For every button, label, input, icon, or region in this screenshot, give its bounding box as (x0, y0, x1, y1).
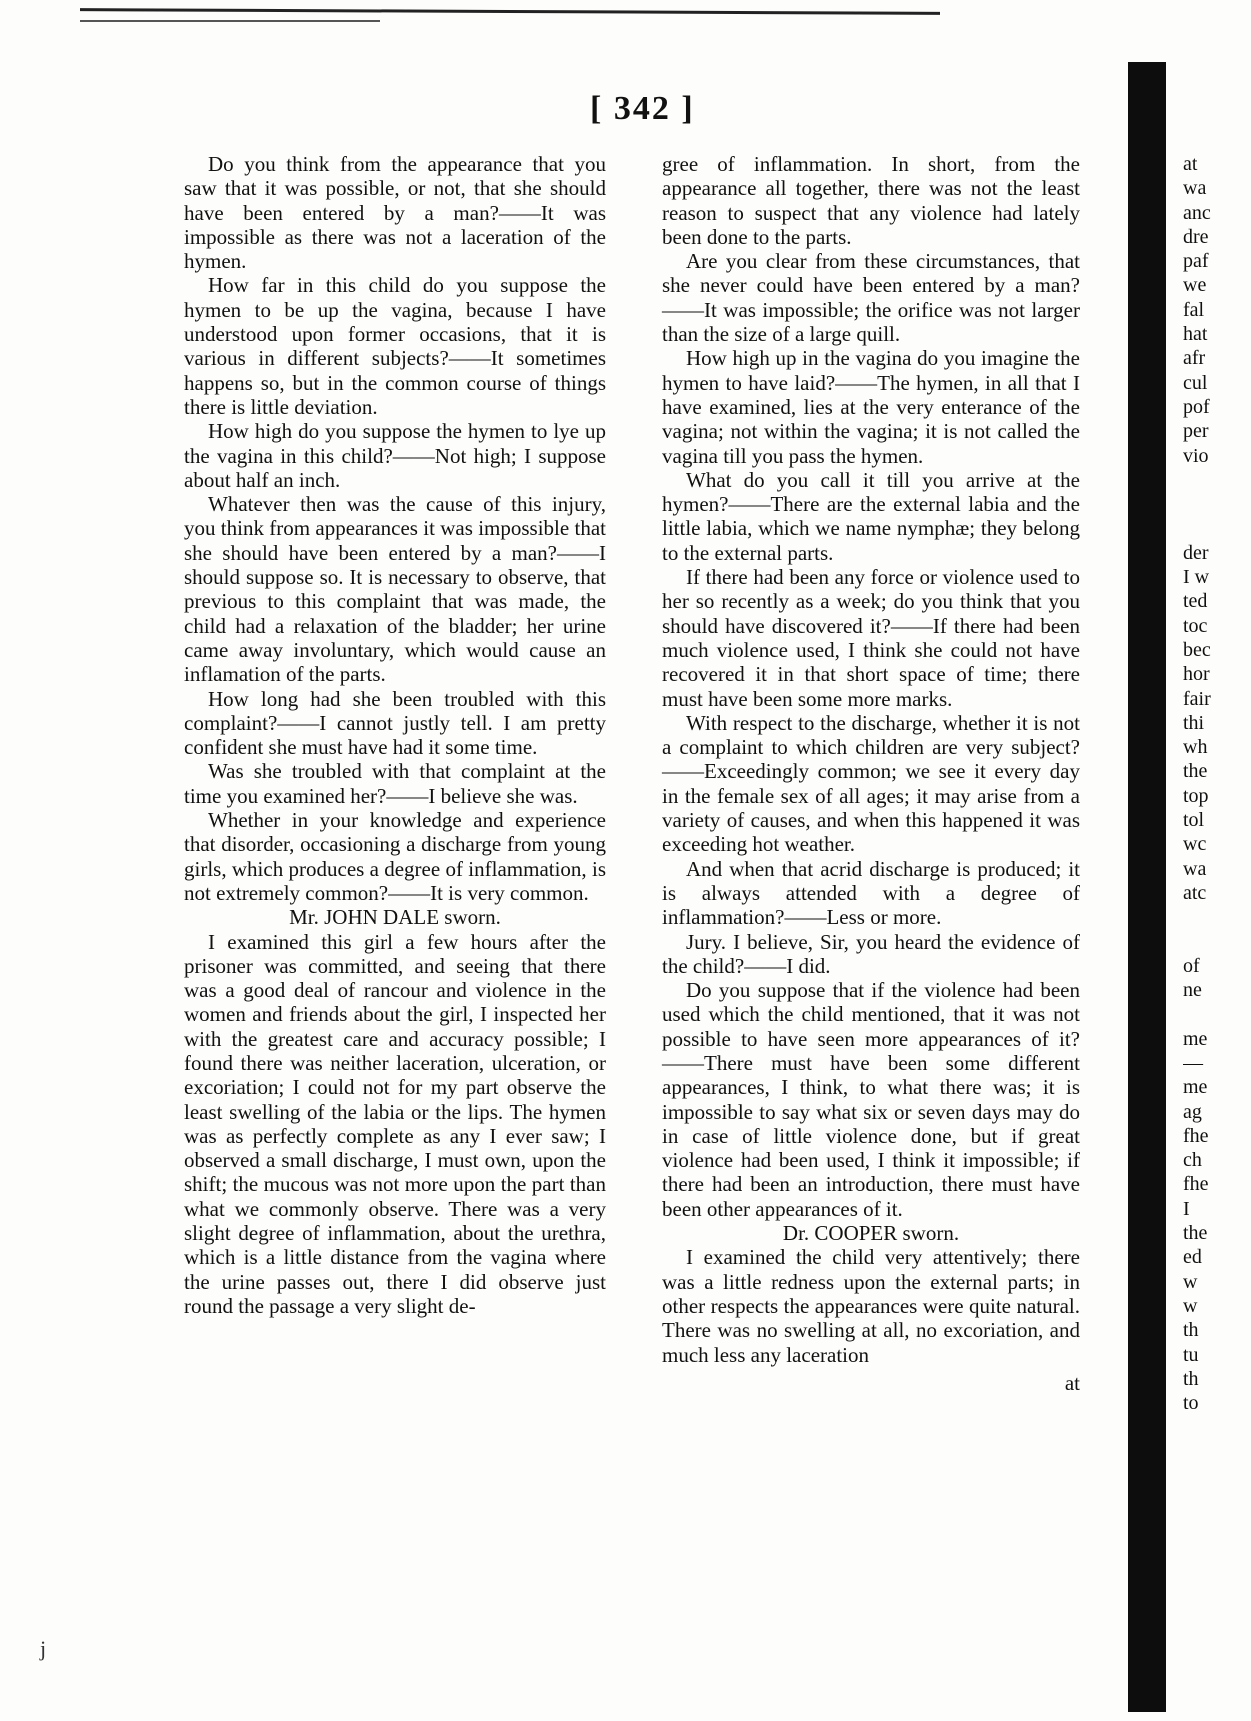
fragment-line (1183, 1002, 1243, 1026)
fragment-line: to (1183, 1392, 1199, 1415)
top-rule-short (80, 20, 380, 22)
fragment-line: top (1183, 784, 1209, 807)
catchword: at (1064, 1370, 1080, 1395)
paragraph: What do you call it till you arrive at the hymen?——There are the external labia and the little labia, which we name nymphæ; they belong to the external parts. (662, 467, 1080, 565)
fragment-line: me (1183, 1027, 1208, 1050)
fragment-line: fair (1183, 687, 1211, 710)
witness-heading-cooper: Dr. COOPER sworn. (782, 1221, 960, 1246)
fragment-line: ne (1183, 979, 1202, 1002)
fragment-line: pof (1183, 395, 1210, 418)
fragment-line: of (1183, 954, 1200, 977)
fragment-line: paf (1183, 250, 1209, 273)
fragment-line: tu (1183, 1343, 1199, 1366)
paragraph: Was she troubled with that complaint at the time you examined her?——I believe she was. (184, 759, 606, 808)
fragment-line: atc (1183, 881, 1207, 904)
book-spine-shadow (1128, 62, 1166, 1712)
fragment-line (1183, 930, 1243, 954)
fragment-line: wc (1183, 833, 1207, 856)
fragment-line: vio (1183, 444, 1209, 467)
fragment-line (1183, 492, 1243, 516)
fragment-line: th (1183, 1319, 1199, 1342)
fragment-line: afr (1183, 347, 1206, 370)
paragraph: Do you suppose that if the violence had been used which the child mentioned, that it was not possible to have seen more appearances of it?——There must have been some different appearances, I think, to what there was; it is impossible to say what six or seven days may do in case of little violence done, but if great violence had been used, I think it impossible; if there had been an introduction, there must have been other appearances of it. (662, 978, 1080, 1221)
fragment-line: th (1183, 1367, 1199, 1390)
paragraph: How long had she been troubled with this complaint?——I cannot justly tell. I am pretty confident she must have had it some time. (184, 686, 606, 760)
fragment-line: I (1183, 1197, 1190, 1220)
fragment-line: hor (1183, 663, 1210, 686)
paragraph: And when that acrid discharge is produced; it is always attended with a degree of inflammation?——Less or more. (662, 856, 1080, 930)
fragment-line: cul (1183, 371, 1208, 394)
fragment-line: wh (1183, 736, 1208, 759)
fragment-line: ted (1183, 590, 1208, 613)
dale-testimony: I examined this girl a few hours after the prisoner was committed, and seeing that there was a good deal of rancour and violence in the women and friends about the girl, I inspected her with the greatest care and accuracy possible; I found there was neither laceration, ulceration, or excoriation; I could not for my part observe the least swelling of the labia or the lips. The hymen was as perfectly complete as any I ever saw; I observed a small discharge, I must own, upon the shift; the mucous was not more upon the part than what we commonly observe. There was a very slight degree of inflammation, about the urethra, which is a little distance from the vagina where the urine passes out, there I did observe just round the passage a very slight de- (184, 929, 606, 1318)
fragment-line: fhe (1183, 1124, 1209, 1147)
paragraph: With respect to the discharge, whether it is not a complaint to which children are very subject?——Exceedingly common; we see it every day in the female sex of all ages; it may arise from a variety of causes, and when this happened it was exceeding hot weather. (662, 710, 1080, 857)
paragraph: If there had been any force or violence used to her so recently as a week; do you think that you should have discovered it?——If there had been much violence used, I think she could not have recovered it in that short space of time; there must have been some more marks. (662, 565, 1080, 711)
paragraph: How far in this child do you suppose the hymen to be up the vagina, because I have understood upon former occasions, that it is various in different subjects?——It sometimes happens so, but in the common course of things there is little deviation. (184, 273, 606, 419)
fragment-line: ed (1183, 1246, 1202, 1269)
paragraph: Do you think from the appearance that you saw that it was possible, or not, that she should have been entered by a man?——It was impossible as there was not a laceration of the hymen. (184, 152, 606, 274)
fragment-line: der (1183, 541, 1209, 564)
paragraph: gree of inflammation. In short, from the appearance all together, there was not the least reason to suspect that any violence had lately been done to the parts. (662, 152, 1080, 249)
top-rule (80, 8, 940, 15)
fragment-line (1183, 516, 1243, 540)
fragment-line: dre (1183, 225, 1209, 248)
fragment-line: anc (1183, 201, 1211, 224)
fragment-line: w (1183, 1270, 1198, 1293)
fragment-line: the (1183, 760, 1208, 783)
fragment-line: ag (1183, 1100, 1202, 1123)
fragment-line: wa (1183, 177, 1207, 200)
fragment-line (1183, 468, 1243, 492)
paragraph: Whatever then was the cause of this injury, you think from appearances it was impossible that she should have been entered by a man?——I should suppose so. It is necessary to observe, that previous to this complaint that was made, the child had a relaxation of the bladder; her urine came away involuntary, which would cause an inflamation of the parts. (184, 492, 606, 687)
fragment-line: I w (1183, 566, 1210, 589)
cooper-testimony: I examined the child very attentively; there was a little redness upon the external parts; in other respects the appearances were quite natural. There was no swelling at all, no excoriation, and much less any laceration (662, 1245, 1080, 1367)
fragment-line: tol (1183, 809, 1205, 832)
fragment-line: at (1183, 153, 1198, 175)
fragment-line: w (1183, 1294, 1198, 1317)
witness-heading-dale: Mr. JOHN DALE sworn. (289, 905, 501, 930)
page-number: [ 342 ] (590, 90, 695, 127)
fragment-line (1183, 905, 1243, 929)
adjacent-page-fragment (1183, 152, 1243, 1415)
paragraph: Are you clear from these circumstances, that she never could have been entered by a man?——It was impossible; the orifice was not larger than the size of a large quill. (662, 249, 1080, 347)
margin-mark: j (40, 1636, 47, 1661)
fragment-line: me (1183, 1076, 1208, 1099)
fragment-line: fal (1183, 298, 1205, 321)
paragraph: How high up in the vagina do you imagine the hymen to have laid?——The hymen, in all that I have examined, lies at the very enterance of the vagina; not within the vagina; it is not called the vagina till you pass the hymen. (662, 346, 1080, 468)
middle-column (662, 152, 1080, 1395)
left-column (184, 152, 606, 1318)
paragraph: Jury. I believe, Sir, you heard the evidence of the child?——I did. (662, 929, 1080, 978)
fragment-line: fhe (1183, 1173, 1209, 1196)
fragment-line: bec (1183, 638, 1211, 661)
fragment-line: ch (1183, 1149, 1202, 1172)
fragment-line: toc (1183, 614, 1208, 637)
fragment-line: — (1183, 1051, 1203, 1074)
fragment-line: thi (1183, 711, 1205, 734)
fragment-line: per (1183, 420, 1209, 443)
fragment-line: hat (1183, 323, 1208, 346)
fragment-line: wa (1183, 857, 1207, 880)
paragraph: Whether in your knowledge and experience that disorder, occasioning a discharge from young girls, which produces a degree of inflammation, is not extremely common?——It is very common. (184, 808, 606, 905)
paragraph: How high do you suppose the hymen to lye up the vagina in this child?——Not high; I suppose about half an inch. (184, 419, 606, 492)
fragment-line: the (1183, 1222, 1208, 1245)
fragment-line: we (1183, 274, 1207, 297)
